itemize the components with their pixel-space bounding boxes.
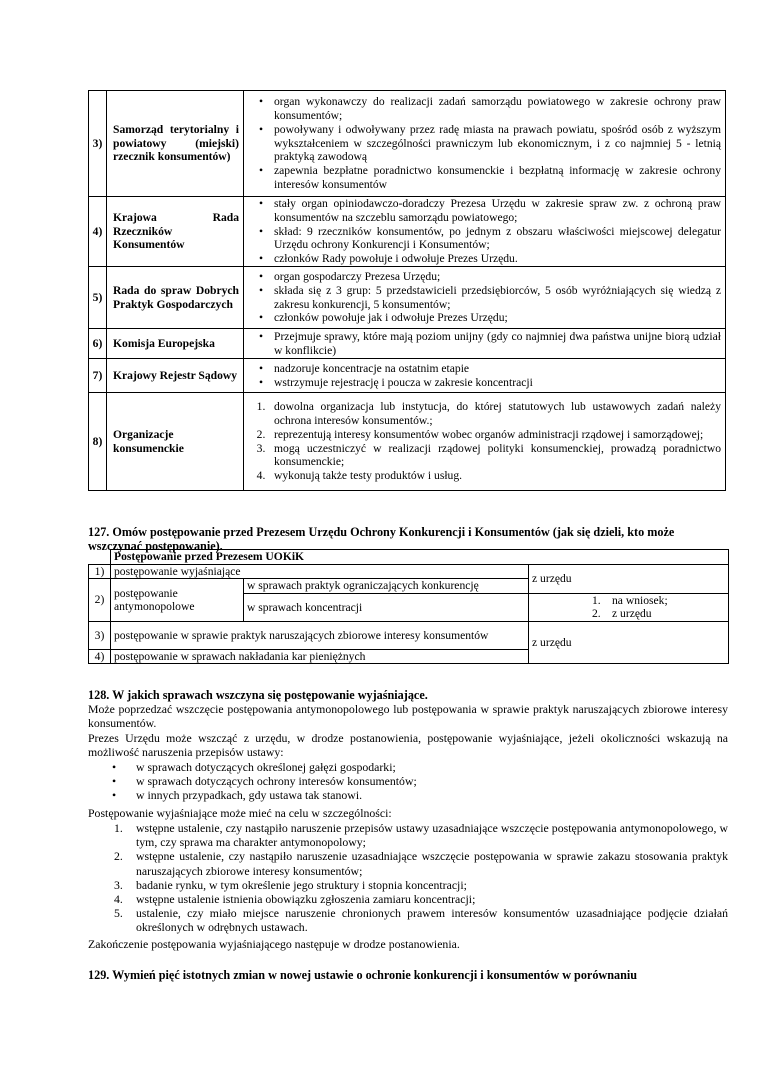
list-item-text: stały organ opiniodawczo-doradczy Prezesa Urzędu w zakresie spraw zw. z ochroną praw konsumentów na szczeblu samorządu powiatowego; [274,197,721,224]
list-item [244,123,721,164]
list-item-text: wstępne ustalenie, czy nastąpiło naruszenie przepisów ustawy uzasadniające wszczęcie postępowania antymonopolowego, w tym, czy sprawa ma charakter antymonopolowy; [136,821,728,850]
number-marker: 4. [256,469,266,483]
institution-description [244,329,726,359]
list-item-text: mogą uczestniczyć w realizacji rządowej polityki konsumenckiej, prowadzą poradnictwo konsumenckie; [274,441,721,469]
bullet-list [244,330,721,358]
list-item-text: nadzoruje koncentracje na ostatnim etapie [274,361,470,375]
table-row [89,393,726,491]
row-right-value: z urzędu [529,621,729,663]
list-item-text: organ wykonawczy do realizacji zadań samorządu powiatowego w zakresie ochrony praw konsumentów; [274,95,721,122]
paragraph: Prezes Urzędu może wszcząć z urzędu, w drodze postanowienia, postępowanie wyjaśniające, jeżeli okoliczności wskazują na możliwość naruszenia przepisów ustawy: [88,731,728,760]
number-marker: 1. [114,821,123,835]
empty-corner-cell [89,550,111,565]
table-row [89,329,726,359]
paragraph: Zakończenie postępowania wyjaśniającego następuje w drodze postanowienia. [88,937,460,951]
bullet-list [88,760,728,803]
bullet-icon: • [258,224,264,238]
list-item-text: w sprawach dotyczących określonej gałęzi gospodarki; [136,760,396,774]
institutions-table [88,90,726,491]
bullet-icon: • [258,329,264,343]
list-item-text: wykonują także testy produktów i usług. [274,469,463,483]
row-text: postępowanie antymonopolowe [111,579,244,621]
list-item [244,197,721,225]
table-row [89,197,726,267]
row-number: 3) [89,621,111,649]
row-number: 7) [89,359,107,393]
bullet-icon: • [258,311,264,325]
list-item [244,95,721,123]
institution-name: Komisja Europejska [107,329,244,359]
number-marker: 1. [256,400,266,414]
row-right-list-cell [529,593,729,621]
list-item-text: w innych przypadkach, gdy ustawa tak stanowi. [136,788,363,803]
number-marker: 3. [256,441,266,455]
list-item [88,760,728,774]
list-item [244,376,721,390]
list-item-text: skład: 9 rzeczników konsumentów, po jednym z obszaru właściwości miejscowej delegatur Urzędu ochrony Konkurencji i Konsumentów; [274,224,721,252]
institution-description [244,393,726,491]
list-item: 2. z urzędu [592,607,652,621]
row-text: postępowanie w sprawie praktyk naruszających zbiorowe interesy konsumentów [111,621,529,649]
number-marker: 5. [114,906,123,921]
institution-description [244,359,726,393]
bullet-list [244,270,721,325]
table-header: Postępowanie przed Prezesem UOKiK [111,550,729,565]
list-item-text: w sprawach dotyczących ochrony interesów konsumentów; [136,774,417,789]
list-item [244,252,721,266]
list-item [88,849,728,877]
paragraph: Może poprzedzać wszczęcie postępowania antymonopolowego lub postępowania w sprawie praktyk naruszających zbiorowe interesy konsumentów. [88,702,728,731]
table-row [89,267,726,329]
list-item [244,164,721,192]
bullet-icon: • [258,361,264,375]
list-item: 1. na wniosek; [592,593,668,607]
row-number: 3) [89,91,107,197]
list-item-text: wstępne ustalenie, czy nastąpiło naruszenie uzasadniające wszczęcie postępowania w sprawie zakazu stosowania praktyk naruszających zbiorowe interesy konsumentów; [136,849,728,878]
bullet-icon: • [112,774,117,789]
list-item-text: ustalenie, czy miało miejsce naruszenie chronionych prawem interesów konsumentów uzasadniające podjęcie działań określonych w odrębnych ustawach. [136,906,728,935]
list-item-text: zapewnia bezpłatne poradnictwo konsumenckie i bezpłatną informację w zakresie ochrony interesów konsumentów [274,164,721,191]
numbered-list [244,400,721,483]
institution-description [244,197,726,267]
list-item [88,821,728,849]
list-item-text: organ gospodarczy Prezesa Urzędu; [274,269,441,283]
list-item [88,788,728,802]
row-right-value: z urzędu [529,565,729,594]
list-item [244,428,721,442]
number-marker: 3. [114,877,123,892]
list-item [244,469,721,483]
question-128-heading: 128. W jakich sprawach wszczyna się postępowanie wyjaśniające. [88,688,428,702]
list-item-text: badanie rynku, w tym określenie jego struktury i stopnia koncentracji; [136,877,467,892]
paragraph: Postępowanie wyjaśniające może mieć na celu w szczególności: [88,806,392,820]
list-item-text: wstępne ustalenie istnienia obowiązku zgłoszenia zamiaru koncentracji; [136,892,476,907]
row-number: 6) [89,329,107,359]
bullet-list [244,362,721,390]
row-subtext: w sprawach koncentracji [244,593,529,621]
list-item [244,284,721,312]
list-item [244,225,721,253]
institution-name: Krajowa Rada Rzeczników Konsumentów [107,197,244,267]
row-number: 1) [89,565,111,579]
numbered-list [88,821,728,935]
bullet-icon: • [112,788,117,803]
list-item [88,892,728,906]
row-subtext: w sprawach praktyk ograniczających konkurencję [244,579,529,593]
institution-name: Samorząd terytorialny i powiatowy (miejski) rzecznik konsumentów) [107,91,244,197]
number-marker: 2. [114,849,123,864]
institution-description [244,267,726,329]
institution-name: Rada do spraw Dobrych Praktyk Gospodarczych [107,267,244,329]
row-text: postępowanie wyjaśniające [111,565,529,579]
list-item-text: dowolna organizacja lub instytucja, do której statutowych lub ustawowych zadań należy ochrona interesów konsumentów.; [274,400,721,427]
row-number: 2) [89,579,111,621]
list-item [244,400,721,428]
bullet-icon: • [258,164,264,178]
row-number: 4) [89,649,111,663]
institution-description [244,91,726,197]
list-item [88,906,728,934]
row-number: 8) [89,393,107,491]
institution-name: Organizacje konsumenckie [107,393,244,491]
list-item [244,330,721,358]
list-item [244,362,721,376]
bullet-icon: • [258,197,264,210]
list-item [88,774,728,788]
list-item-text: składa się z 3 grup: 5 przedstawicieli przedsiębiorców, 5 osób wyróżniających się wiedzą z zakresu konkurencji, 5 konsumentów; [274,283,721,311]
table-row [89,359,726,393]
list-item [88,878,728,892]
list-item-text: Przejmuje sprawy, które mają poziom unijny (gdy co najmniej dwa państwa unijne biorą udział w konflikcie) [274,329,721,357]
row-number: 4) [89,197,107,267]
list-item [244,442,721,470]
list-item-text: powoływany i odwoływany przez radę miasta na prawach powiatu, spośród osób z wyższym wykształceniem w szczególności prawniczym lub ekonomicznym, i z co najmniej 5 - letnią praktyką zawodową [274,122,721,164]
bullet-icon: • [258,122,264,136]
list-item [244,270,721,284]
bullet-icon: • [258,283,264,297]
row-number: 5) [89,267,107,329]
bullet-icon: • [258,252,264,266]
list-item [244,311,721,325]
number-marker: 2. [256,427,266,441]
question-127-heading: 127. Omów postępowanie przed Prezesem Urzędu Ochrony Konkurencji i Konsumentów (jak się dzieli, kto może wszczynać postępowanie). [88,525,675,553]
list-item-text: wstrzymuje rejestrację i poucza w zakresie koncentracji [274,375,533,389]
bullet-icon: • [258,95,264,109]
bullet-list [244,95,721,192]
table-row [89,91,726,197]
question-129-heading: 129. Wymień pięć istotnych zmian w nowej ustawie o ochronie konkurencji i konsumentów w porównaniu [88,968,638,982]
uokik-proceedings-table [88,549,729,664]
list-item-text: reprezentują interesy konsumentów wobec organów administracji rządowej i samorządowej; [274,427,704,441]
number-marker: 4. [114,892,123,907]
list-item-text: członków Rady powołuje i odwołuje Prezes Urzędu. [274,252,518,266]
institution-name: Krajowy Rejestr Sądowy [107,359,244,393]
list-item-text: członków powołuje jak i odwołuje Prezes Urzędu; [274,311,508,325]
bullet-icon: • [258,269,264,283]
bullet-list [244,197,721,266]
row-text: postępowanie w sprawach nakładania kar pieniężnych [111,649,529,663]
bullet-icon: • [112,760,117,774]
bullet-icon: • [258,375,264,389]
